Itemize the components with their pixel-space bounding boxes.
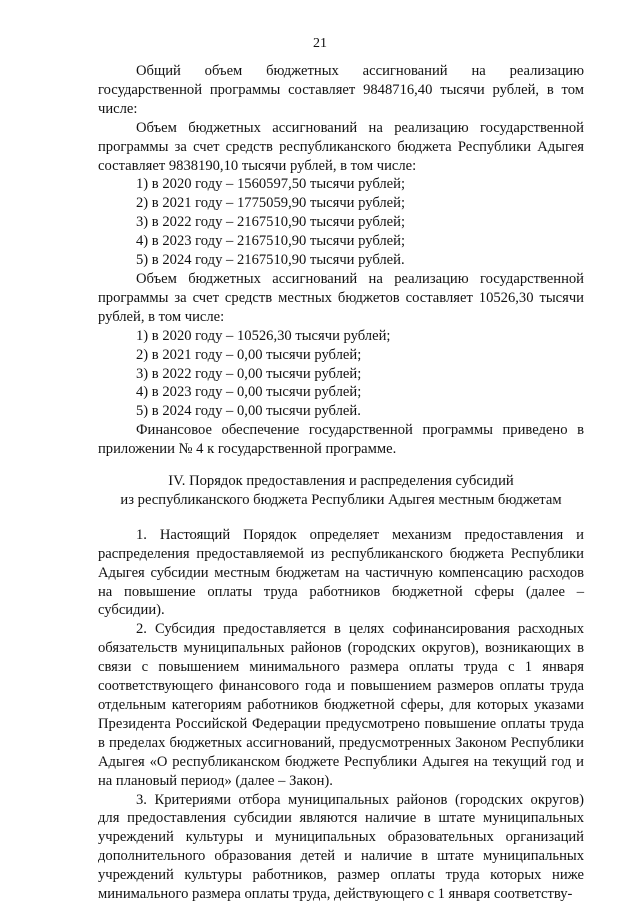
paragraph-clause-1: 1. Настоящий Порядок определяет механизм предоставления и распределения предоставляемой из республиканского бюджета Республики Адыгея субсидии местным бюджетам на частичную компенсацию расходов на повышение оплаты труда работников бюджетной сферы (далее – субсидии). xyxy=(98,526,584,619)
paragraph-financing-appendix: Финансовое обеспечение государственной программы приведено в приложении № 4 к государственной программе. xyxy=(98,422,584,458)
list-local-budget xyxy=(98,327,584,422)
list-item: 3) в 2022 году – 0,00 тысячи рублей; xyxy=(136,365,362,382)
list-item: 5) в 2024 году – 0,00 тысячи рублей. xyxy=(136,403,361,420)
document-body xyxy=(98,62,584,904)
paragraph-total-budget: Общий объем бюджетных ассигнований на реализацию государственной программы составляет 9848716,40 тысячи рублей, в том числе: xyxy=(98,63,584,117)
section-heading-line2: из республиканского бюджета Республики Адыгея местным бюджетам xyxy=(120,491,562,508)
list-item: 1) в 2020 году – 1560597,50 тысячи рублей; xyxy=(136,176,406,193)
list-item: 3) в 2022 году – 2167510,90 тысячи рублей; xyxy=(136,214,406,231)
list-item: 5) в 2024 году – 2167510,90 тысячи рублей. xyxy=(136,252,405,269)
paragraph-republic-budget: Объем бюджетных ассигнований на реализацию государственной программы за счет средств республиканского бюджета Республики Адыгея составляет 9838190,10 тысячи рублей, в том числе: xyxy=(98,119,584,174)
list-item: 4) в 2023 году – 2167510,90 тысячи рублей; xyxy=(136,233,406,250)
list-item: 2) в 2021 году – 1775059,90 тысячи рублей; xyxy=(136,195,406,212)
list-republic-budget xyxy=(98,175,584,270)
paragraph-local-budget: Объем бюджетных ассигнований на реализацию государственной программы за счет средств местных бюджетов составляет 10526,30 тысячи рублей, в том числе: xyxy=(98,270,584,325)
list-item: 2) в 2021 году – 0,00 тысячи рублей; xyxy=(136,346,362,363)
list-item: 4) в 2023 году – 0,00 тысячи рублей; xyxy=(136,384,362,401)
page-number: 21 xyxy=(313,36,327,51)
paragraph-clause-3: 3. Критериями отбора муниципальных районов (городских округов) для предоставления субсидии являются наличие в штате муниципальных учреждений культуры и муниципальных образовательных организаций дополнительного образования детей и наличие в штате муниципальных учреждений культуры работников, размер оплаты труда которых ниже минимального размера оплаты труда, действующего с 1 января соответству- xyxy=(98,791,584,903)
paragraph-clause-2: 2. Субсидия предоставляется в целях софинансирования расходных обязательств муниципальных районов (городских округов), возникающих в связи с повышением минимального размера оплаты труда с 1 января соответствующего финансового года и повышением размеров оплаты труда отдельным категориям работников бюджетной сферы, для которых указами Президента Российской Федерации предусмотрено повышение оплаты труда в пределах бюджетных ассигнований, предусмотренных Законом Республики Адыгея «О республиканском бюджете Республики Адыгея на текущий год и на плановый период» (далее – Закон). xyxy=(98,621,584,789)
list-item: 1) в 2020 году – 10526,30 тысячи рублей; xyxy=(136,327,391,344)
section-heading-line1: IV. Порядок предоставления и распределения субсидий xyxy=(168,473,514,490)
